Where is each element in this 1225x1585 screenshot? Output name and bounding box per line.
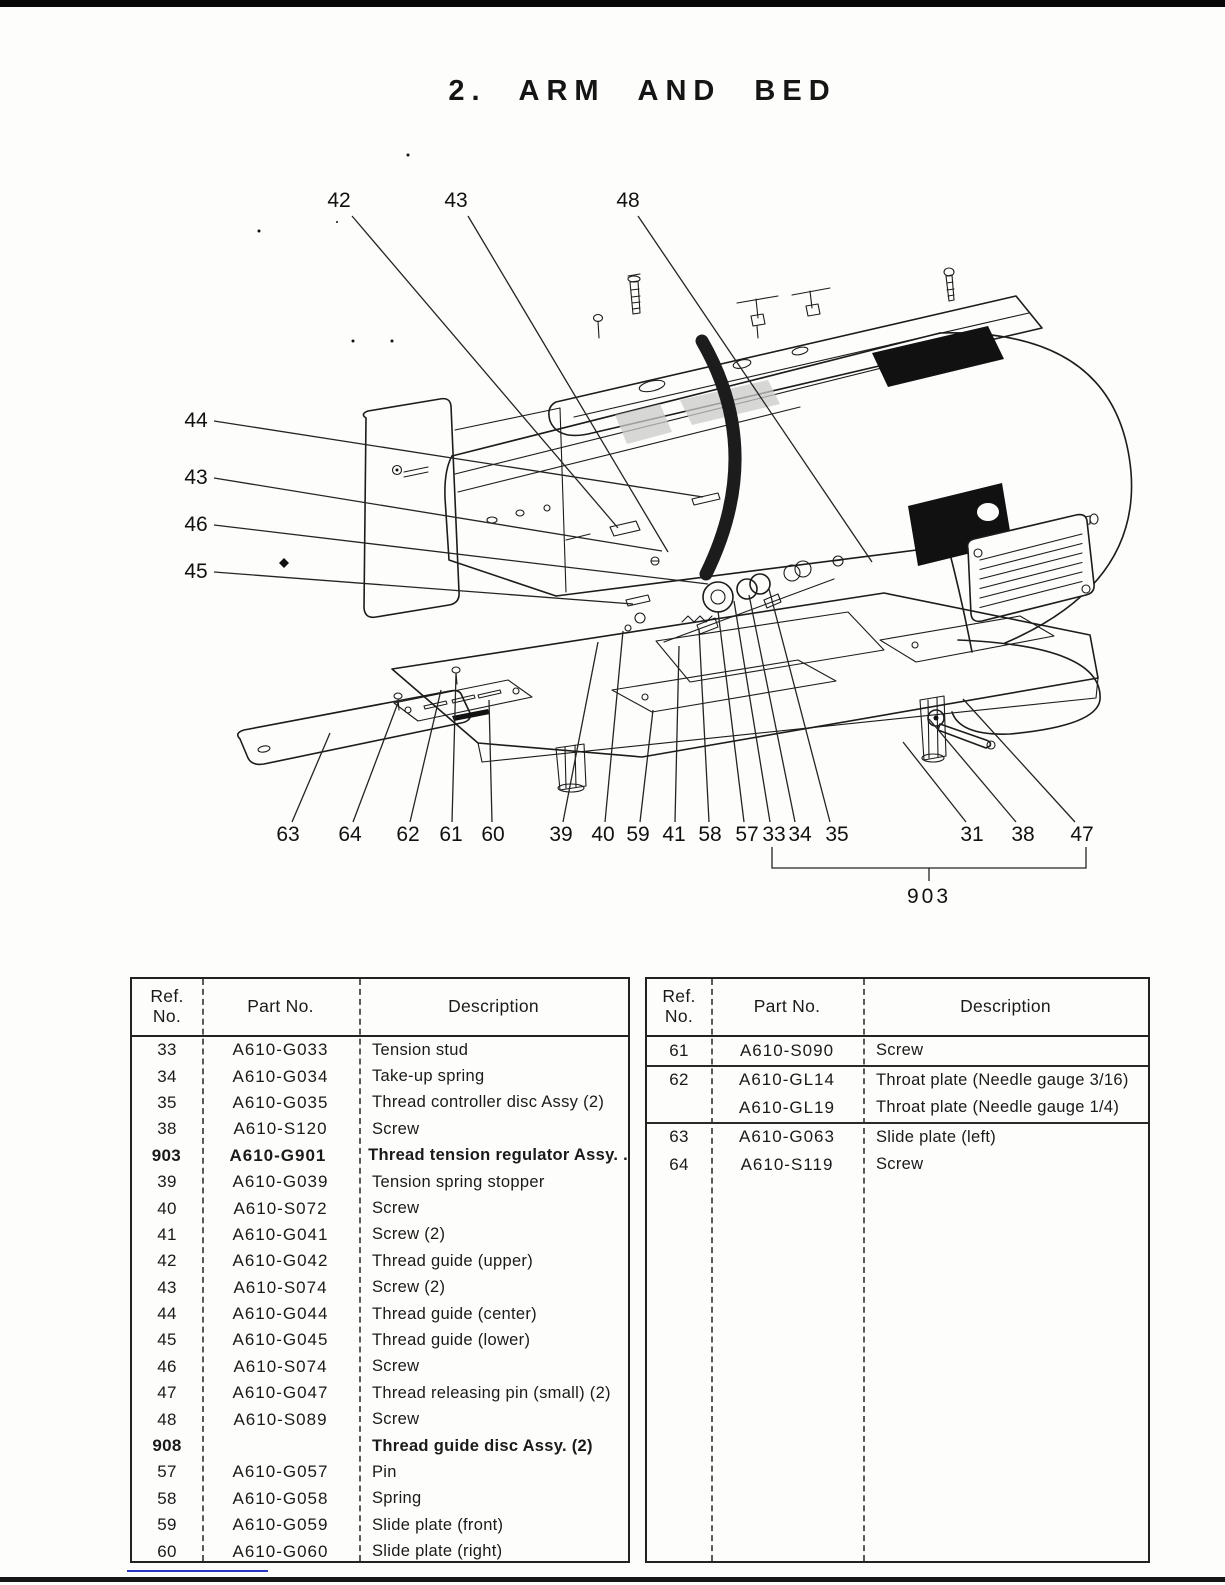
cell-ref: 45 bbox=[157, 1330, 177, 1350]
leader-line bbox=[640, 710, 653, 822]
callout-label: 59 bbox=[626, 823, 650, 846]
vent-plate bbox=[908, 483, 1094, 621]
leader-line bbox=[468, 216, 668, 552]
base-and-feet bbox=[556, 640, 1100, 792]
callout-label: 31 bbox=[960, 823, 984, 846]
screws bbox=[594, 268, 1099, 526]
callout-label: 45 bbox=[184, 560, 208, 583]
cell-ref: 43 bbox=[157, 1277, 177, 1297]
callout-label: 38 bbox=[1011, 823, 1035, 846]
cell-part: A610-G042 bbox=[232, 1251, 329, 1271]
cell-desc: Screw (2) bbox=[372, 1278, 446, 1297]
table-row bbox=[132, 1406, 628, 1432]
table-row bbox=[132, 1169, 628, 1195]
table-row bbox=[132, 1538, 628, 1564]
scan-artifact-bottom-bar bbox=[0, 1577, 1225, 1582]
bracket-903 bbox=[772, 847, 1086, 881]
header-description: Description bbox=[960, 996, 1051, 1017]
leader-line bbox=[452, 674, 456, 822]
cell-ref: 34 bbox=[157, 1066, 177, 1086]
leader-line bbox=[675, 646, 679, 822]
table-row bbox=[647, 1124, 1148, 1152]
cell-ref: 33 bbox=[157, 1040, 177, 1060]
cell-part: A610-G059 bbox=[232, 1515, 329, 1535]
cell-ref: 60 bbox=[157, 1541, 177, 1561]
cell-desc: Slide plate (left) bbox=[876, 1127, 997, 1146]
cell-desc: Thread guide (center) bbox=[372, 1304, 537, 1323]
header-ref-no: Ref. No. bbox=[150, 986, 184, 1026]
leader-line bbox=[638, 216, 872, 562]
cell-desc: Thread tension regulator Assy. . bbox=[368, 1146, 628, 1165]
scan-artifact-blue-underline bbox=[127, 1570, 268, 1572]
cell-ref: 61 bbox=[669, 1040, 689, 1060]
cell-desc: Throat plate (Needle gauge 1/4) bbox=[876, 1098, 1120, 1117]
cell-part: A610-G063 bbox=[739, 1127, 835, 1147]
cell-desc: Pin bbox=[372, 1462, 397, 1481]
cell-part: A610-S089 bbox=[233, 1409, 328, 1429]
cell-desc: Slide plate (right) bbox=[372, 1542, 503, 1561]
leader-line bbox=[292, 733, 330, 822]
table-row bbox=[132, 1486, 628, 1512]
table-row bbox=[132, 1116, 628, 1142]
cell-ref: 64 bbox=[669, 1154, 689, 1174]
belt bbox=[702, 341, 735, 574]
cell-part: A610-S074 bbox=[233, 1356, 328, 1376]
callout-label: 63 bbox=[276, 823, 300, 846]
cell-part: A610-S072 bbox=[233, 1198, 328, 1218]
callout-label: 58 bbox=[698, 823, 722, 846]
cell-part: A610-G034 bbox=[232, 1066, 329, 1086]
table-row bbox=[647, 1094, 1148, 1124]
leader-line bbox=[718, 611, 744, 822]
table-row bbox=[132, 1380, 628, 1406]
table-row bbox=[132, 1248, 628, 1274]
cell-part: A610-G044 bbox=[232, 1304, 329, 1324]
cell-part: A610-G047 bbox=[232, 1383, 329, 1403]
leader-line bbox=[699, 629, 709, 822]
table-row bbox=[647, 1037, 1148, 1067]
callout-label: 41 bbox=[662, 823, 686, 846]
cell-ref: 44 bbox=[157, 1304, 177, 1324]
callout-label: 48 bbox=[616, 189, 640, 212]
callout-label: 33 bbox=[762, 823, 786, 846]
leader-line bbox=[563, 642, 598, 822]
callout-label: 39 bbox=[549, 823, 573, 846]
cell-ref: 47 bbox=[157, 1383, 177, 1403]
callout-label: 62 bbox=[396, 823, 420, 846]
callout-label: 40 bbox=[591, 823, 615, 846]
callout-label: 43 bbox=[444, 189, 468, 212]
bracket-label: 903 bbox=[906, 885, 952, 908]
table-row bbox=[132, 1275, 628, 1301]
table-row bbox=[647, 1067, 1148, 1095]
cell-desc: Spring bbox=[372, 1489, 422, 1508]
table-row bbox=[132, 1195, 628, 1221]
cell-ref: 48 bbox=[157, 1409, 177, 1429]
cell-ref: 39 bbox=[157, 1172, 177, 1192]
cell-ref: 63 bbox=[669, 1127, 689, 1147]
leader-line bbox=[214, 572, 633, 604]
cell-desc: Take-up spring bbox=[372, 1067, 485, 1086]
leader-line bbox=[749, 595, 795, 822]
leader-line bbox=[214, 525, 708, 584]
slide-plates bbox=[238, 616, 1054, 764]
cell-ref: 59 bbox=[157, 1515, 177, 1535]
cell-part: A610-G058 bbox=[232, 1488, 329, 1508]
cell-ref: 42 bbox=[157, 1251, 177, 1271]
table-row bbox=[132, 1222, 628, 1248]
table-row bbox=[132, 1459, 628, 1485]
callout-label: 35 bbox=[825, 823, 849, 846]
cell-desc: Thread guide disc Assy. (2) bbox=[372, 1436, 593, 1455]
cell-desc: Screw bbox=[876, 1155, 924, 1174]
cell-ref: 38 bbox=[157, 1119, 177, 1139]
leader-line bbox=[410, 690, 441, 822]
cell-ref: 41 bbox=[157, 1224, 177, 1244]
table-rows bbox=[132, 1037, 628, 1565]
cell-desc: Screw (2) bbox=[372, 1225, 446, 1244]
table-row bbox=[132, 1037, 628, 1063]
callout-label: 60 bbox=[481, 823, 505, 846]
cell-ref: 40 bbox=[157, 1198, 177, 1218]
callout-label: 47 bbox=[1070, 823, 1094, 846]
table-rows bbox=[647, 1037, 1148, 1179]
cell-ref: 57 bbox=[157, 1462, 177, 1482]
header-part-no: Part No. bbox=[247, 996, 314, 1017]
table-row bbox=[647, 1151, 1148, 1179]
callout-label: 44 bbox=[184, 409, 208, 432]
cell-part: A610-G035 bbox=[232, 1092, 329, 1112]
sewing-machine-illustration bbox=[238, 154, 1132, 921]
leader-line bbox=[605, 631, 623, 822]
leader-line bbox=[214, 478, 662, 551]
cell-desc: Tension spring stopper bbox=[372, 1172, 545, 1191]
cell-ref: 58 bbox=[157, 1488, 177, 1508]
parts-table-left bbox=[130, 977, 630, 1563]
header-description: Description bbox=[448, 996, 539, 1017]
cell-desc: Thread controller disc Assy (2) bbox=[372, 1093, 605, 1112]
table-row bbox=[132, 1090, 628, 1116]
table-row bbox=[132, 1433, 628, 1459]
cell-desc: Screw bbox=[372, 1199, 420, 1218]
parts-table-right bbox=[645, 977, 1150, 1563]
callout-label: 42 bbox=[327, 189, 351, 212]
cell-desc: Tension stud bbox=[372, 1040, 469, 1059]
leader-line bbox=[963, 699, 1075, 822]
cell-ref: 46 bbox=[157, 1356, 177, 1376]
table-row bbox=[132, 1354, 628, 1380]
page-title: 2. ARM AND BED bbox=[448, 75, 837, 108]
cell-ref: 908 bbox=[152, 1436, 182, 1456]
scan-specks bbox=[258, 154, 419, 921]
cell-desc: Thread releasing pin (small) (2) bbox=[372, 1383, 611, 1402]
cell-desc: Throat plate (Needle gauge 3/16) bbox=[876, 1070, 1129, 1089]
leader-line bbox=[353, 700, 399, 822]
cell-part: A610-S120 bbox=[233, 1119, 328, 1139]
cell-desc: Screw bbox=[372, 1410, 420, 1429]
cell-desc: Thread guide (lower) bbox=[372, 1330, 531, 1349]
cell-ref: 903 bbox=[151, 1145, 182, 1165]
scan-artifact-top-bar bbox=[0, 0, 1225, 7]
table-header bbox=[647, 979, 1148, 1037]
header-part-no: Part No. bbox=[753, 996, 821, 1017]
table-row bbox=[132, 1301, 628, 1327]
cell-part: A610-S119 bbox=[740, 1154, 834, 1174]
cell-part: A610-G045 bbox=[232, 1330, 329, 1350]
cell-part: A610-G057 bbox=[232, 1462, 329, 1482]
cell-part: A610-GL14 bbox=[739, 1070, 835, 1090]
cell-part: A610-G041 bbox=[232, 1224, 329, 1244]
leader-line bbox=[352, 216, 618, 528]
cell-part: A610-G060 bbox=[232, 1541, 329, 1561]
cell-ref: 62 bbox=[669, 1070, 689, 1090]
callout-label: 57 bbox=[735, 823, 759, 846]
callout-label: 64 bbox=[338, 823, 362, 846]
exploded-diagram bbox=[0, 130, 1225, 920]
cell-part: A610-S090 bbox=[739, 1040, 835, 1060]
table-header bbox=[132, 979, 628, 1037]
header-ref-no: Ref. No. bbox=[662, 986, 696, 1026]
cell-desc: Screw bbox=[876, 1041, 924, 1060]
callout-label: 61 bbox=[439, 823, 463, 846]
cell-part: A610-G039 bbox=[232, 1172, 329, 1192]
cell-desc: Screw bbox=[372, 1357, 420, 1376]
table-row bbox=[132, 1512, 628, 1538]
callout-label: 43 bbox=[184, 466, 208, 489]
table-row bbox=[132, 1327, 628, 1353]
table-row bbox=[132, 1063, 628, 1089]
cell-part: A610-G033 bbox=[232, 1040, 329, 1060]
cell-part: A610-G901 bbox=[229, 1145, 327, 1165]
leader-line bbox=[769, 589, 830, 822]
callout-label: 46 bbox=[184, 513, 208, 536]
table-row bbox=[132, 1143, 628, 1169]
cell-desc: Thread guide (upper) bbox=[372, 1251, 534, 1270]
cell-part: A610-GL19 bbox=[739, 1097, 835, 1117]
callout-label: 34 bbox=[788, 823, 812, 846]
cell-desc: Slide plate (front) bbox=[372, 1515, 504, 1534]
cell-ref: 35 bbox=[157, 1092, 177, 1112]
cell-part: A610-S074 bbox=[233, 1277, 328, 1297]
cell-desc: Screw bbox=[372, 1119, 420, 1138]
